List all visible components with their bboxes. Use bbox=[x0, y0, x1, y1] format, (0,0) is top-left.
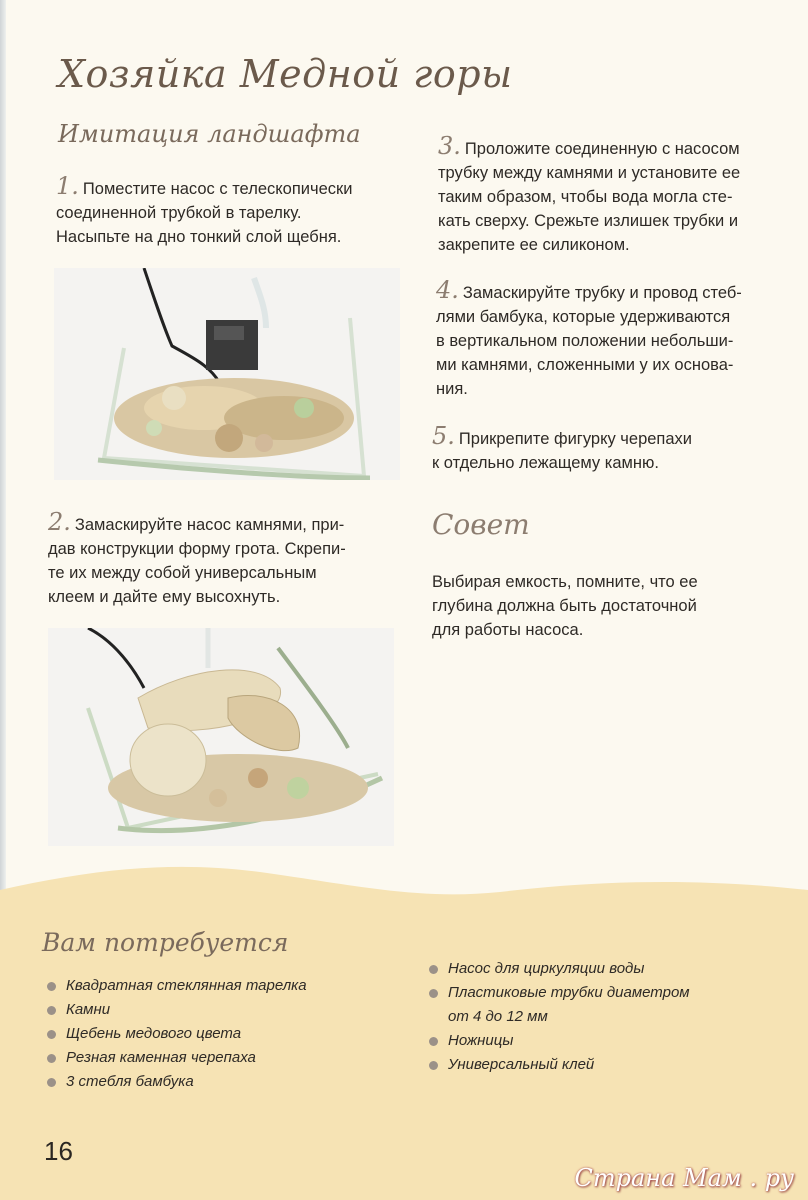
material-label: Универсальный клей bbox=[448, 1056, 595, 1073]
tip-line: глубина должна быть достаточной bbox=[432, 597, 697, 615]
material-item bbox=[44, 1070, 307, 1094]
bullet-icon bbox=[47, 1054, 56, 1063]
material-item bbox=[426, 957, 690, 981]
step-5-line: Прикрепите фигурку черепахи bbox=[458, 430, 693, 448]
step-1-number: 1. bbox=[56, 172, 79, 200]
step-4 bbox=[436, 278, 742, 401]
step-4-line: Замаскируйте трубку и провод стеб- bbox=[462, 284, 742, 302]
bullet-icon bbox=[47, 1006, 56, 1015]
bullet-icon bbox=[429, 965, 438, 974]
material-label: Квадратная стеклянная тарелка bbox=[66, 977, 307, 994]
step-5 bbox=[432, 424, 692, 475]
step-4-line: ния. bbox=[436, 380, 468, 398]
material-label: 3 стебля бамбука bbox=[66, 1073, 194, 1090]
material-item bbox=[44, 974, 307, 998]
step-2-number: 2. bbox=[48, 508, 71, 536]
material-label: Резная каменная черепаха bbox=[66, 1049, 256, 1066]
material-label: Ножницы bbox=[448, 1032, 514, 1049]
material-label: Пластиковые трубки диаметром bbox=[448, 984, 690, 1001]
step-1-line: Насыпьте на дно тонкий слой щебня. bbox=[56, 228, 342, 246]
page-subtitle: Имитация ландшафта bbox=[58, 120, 361, 148]
material-item bbox=[426, 1053, 690, 1077]
step-3-line: закрепите ее силиконом. bbox=[438, 236, 630, 254]
tip-title: Совет bbox=[432, 508, 530, 541]
tip-text bbox=[432, 570, 752, 642]
bullet-icon bbox=[429, 1037, 438, 1046]
step-3-line: кать сверху. Срежьте излишек трубки и bbox=[438, 212, 739, 230]
material-label: Щебень медового цвета bbox=[66, 1025, 242, 1042]
step-3-line: Проложите соединенную с насосом bbox=[464, 140, 740, 158]
step-2-line: Замаскируйте насос камнями, при- bbox=[74, 516, 345, 534]
material-item bbox=[426, 1029, 690, 1053]
step-2-line: те их между собой универсальным bbox=[48, 564, 317, 582]
materials-list-right bbox=[426, 957, 690, 1077]
tip-line: Выбирая емкость, помните, что ее bbox=[432, 573, 698, 591]
photo-grotto-illustration bbox=[48, 628, 394, 846]
photo-grotto bbox=[48, 628, 394, 846]
step-4-line: лями бамбука, которые удерживаются bbox=[436, 308, 731, 326]
step-3 bbox=[438, 134, 740, 257]
bullet-icon bbox=[429, 989, 438, 998]
bullet-icon bbox=[429, 1061, 438, 1070]
material-label: Камни bbox=[66, 1001, 111, 1018]
material-item bbox=[44, 1022, 307, 1046]
material-item bbox=[44, 998, 307, 1022]
photo-pump-in-dish bbox=[54, 268, 400, 480]
materials-title: Вам потребуется bbox=[42, 928, 289, 957]
page-title: Хозяйка Медной горы bbox=[58, 52, 513, 96]
material-label: Насос для циркуляции воды bbox=[448, 960, 645, 977]
step-2-line: клеем и дайте ему высохнуть. bbox=[48, 588, 281, 606]
tip-line: для работы насоса. bbox=[432, 621, 584, 639]
page-number: 16 bbox=[44, 1136, 73, 1166]
step-2 bbox=[48, 510, 346, 609]
material-item bbox=[44, 1046, 307, 1070]
step-3-line: таким образом, чтобы вода могла сте- bbox=[438, 188, 733, 206]
step-5-line: к отдельно лежащему камню. bbox=[432, 454, 659, 472]
material-label: от 4 до 12 мм bbox=[448, 1008, 548, 1025]
materials-list-left bbox=[44, 974, 307, 1094]
material-item bbox=[426, 981, 690, 1005]
bullet-icon bbox=[47, 1078, 56, 1087]
step-4-line: ми камнями, сложенными у их основа- bbox=[436, 356, 734, 374]
bullet-icon bbox=[47, 1030, 56, 1039]
step-5-number: 5. bbox=[432, 422, 455, 450]
step-3-number: 3. bbox=[438, 132, 461, 160]
step-2-line: дав конструкции форму грота. Скрепи- bbox=[48, 540, 346, 558]
step-4-number: 4. bbox=[436, 276, 459, 304]
photo-pump-illustration bbox=[54, 268, 400, 480]
material-item-continuation bbox=[426, 1005, 690, 1029]
step-1-line: соединенной трубкой в тарелку. bbox=[56, 204, 302, 222]
step-4-line: в вертикальном положении небольши- bbox=[436, 332, 734, 350]
step-1-line: Поместите насос с телескопически bbox=[82, 180, 353, 198]
step-1 bbox=[56, 174, 352, 249]
step-3-line: трубку между камнями и установите ее bbox=[438, 164, 741, 182]
bullet-icon bbox=[47, 982, 56, 991]
site-watermark: Страна Мам . ру bbox=[574, 1164, 794, 1192]
